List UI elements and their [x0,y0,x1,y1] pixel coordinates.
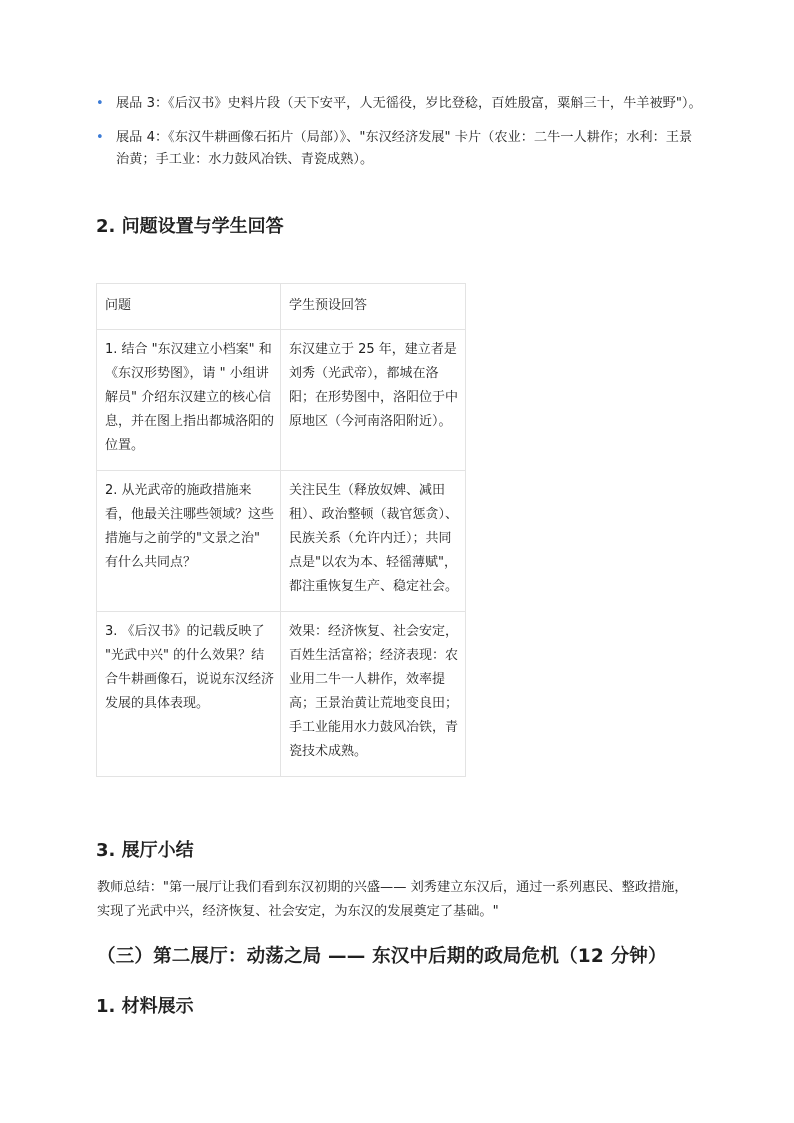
answer-cell: 关注民生（释放奴婢、减田租）、政治整顿（裁官惩贪）、民族关系（允许内迁）；共同点是"以农为本、轻徭薄赋"，都注重恢复生产、稳定社会。 [281,471,466,612]
table-row [97,612,466,777]
exhibit-3-text: 展品 3：《后汉书》史料片段（天下安平，人无徭役，岁比登稔，百姓殷富，粟斛三十，牛羊被野"）。 [116,96,702,111]
list-item [94,127,704,171]
section-heading-summary: 3. 展厅小结 [96,840,194,861]
answer-cell: 效果：经济恢复、社会安定，百姓生活富裕；经济表现：农业用二牛一人耕作，效率提高；王景治黄让荒地变良田；手工业能用水力鼓风冶铁，青瓷技术成熟。 [281,612,466,777]
column-header-question: 问题 [97,284,281,330]
table-row [97,471,466,612]
section-heading-questions: 2. 问题设置与学生回答 [96,216,284,237]
teacher-summary: 教师总结："第一展厅让我们看到东汉初期的兴盛—— 刘秀建立东汉后，通过一系列惠民、整政措施，实现了光武中兴，经济恢复、社会安定，为东汉的发展奠定了基础。" [97,880,688,919]
bullet-icon: • [96,96,104,111]
column-header-answer: 学生预设回答 [281,284,466,330]
part-heading-hall-two: （三）第二展厅：动荡之局 —— 东汉中后期的政局危机（12 分钟） [97,946,667,967]
question-cell: 2. 从光武帝的施政措施来看，他最关注哪些领域？这些措施与之前学的"文景之治" 有什么共同点？ [97,471,281,612]
question-cell: 1. 结合 "东汉建立小档案" 和《东汉形势图》，请 " 小组讲解员" 介绍东汉建立的核心信息，并在图上指出都城洛阳的位置。 [97,330,281,471]
exhibit-list [94,93,704,183]
bullet-icon: • [96,130,104,145]
section-heading-materials: 1. 材料展示 [96,996,194,1017]
list-item [94,93,704,115]
table-header-row [97,284,466,330]
answer-cell: 东汉建立于 25 年，建立者是刘秀（光武帝），都城在洛阳；在形势图中，洛阳位于中原地区（今河南洛阳附近）。 [281,330,466,471]
qa-table [96,283,466,777]
question-cell: 3. 《后汉书》的记载反映了 "光武中兴" 的什么效果？结合牛耕画像石，说说东汉经济发展的具体表现。 [97,612,281,777]
table-row [97,330,466,471]
exhibit-4-text: 展品 4：《东汉牛耕画像石拓片（局部）》、"东汉经济发展" 卡片（农业：二牛一人耕作；水利：王景治黄；手工业：水力鼓风冶铁、青瓷成熟）。 [116,130,693,167]
